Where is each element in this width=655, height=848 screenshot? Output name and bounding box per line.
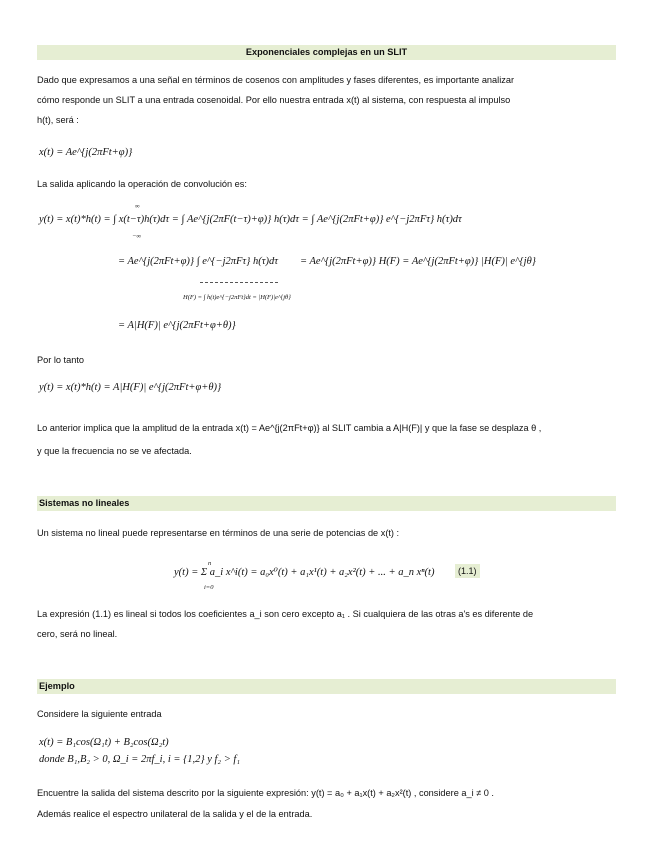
conclusion-line-1: Lo anterior implica que la amplitud de la entrada x(t) = Ae^{j(2πFt+φ)} al SLIT cambia a A|H(F)| y que la fase se desplaza θ ,	[37, 423, 542, 433]
power-series-equation: y(t) = Σ a_i x^i(t) = a₀x⁰(t) + a₁x¹(t) + a₂x²(t) + ... + a_n xⁿ(t)	[174, 567, 435, 578]
sum-upper-limit: n	[208, 560, 212, 567]
example-line-3: Además realice el espectro unilateral de la salida y el de la entrada.	[37, 809, 313, 819]
equation-number-tag: (1.1)	[455, 564, 480, 578]
example-line-2: Encuentre la salida del sistema descrito por la siguiente expresión: y(t) = a₀ + a₁x(t) + a₂x²(t) , considere a_i ≠ 0 .	[37, 788, 494, 798]
convolution-equation-2-right: = Ae^{j(2πFt+φ)} H(F) = Ae^{j(2πFt+φ)} |H(F)| e^{jθ}	[300, 256, 536, 267]
intro-line-2: cómo responde un SLIT a una entrada cosenoidal. Por ello nuestra entrada x(t) al sistema, con respuesta al impulso	[37, 95, 511, 105]
example-conditions: donde B₁,B₂ > 0, Ω_i = 2πf_i, i = {1,2} y f₂ > f₁	[39, 754, 240, 765]
section-title-nonlinear: Sistemas no lineales	[37, 496, 616, 511]
sum-lower-limit: i=0	[204, 584, 214, 591]
therefore-label: Por lo tanto	[37, 355, 84, 365]
result-equation: y(t) = x(t)*h(t) = A|H(F)| e^{j(2πFt+φ+θ)}	[39, 382, 222, 393]
convolution-equation-1: y(t) = x(t)*h(t) = ∫ x(t−τ)h(τ)dτ = ∫ Ae^{j(2πF(t−τ)+φ)} h(τ)dτ = ∫ Ae^{j(2πFt+φ)} e^{−j2πFτ} h(τ)dτ	[39, 214, 462, 225]
convolution-equation-2-left: = Ae^{j(2πFt+φ)} ∫ e^{−j2πFτ} h(τ)dτ	[118, 256, 279, 267]
example-line-1: Considere la siguiente entrada	[37, 709, 162, 719]
integral-lower-limit: −∞	[132, 233, 142, 240]
example-input-equation: x(t) = B₁cos(Ω₁t) + B₂cos(Ω₂t)	[39, 737, 169, 748]
input-equation: x(t) = Ae^{j(2πFt+φ)}	[39, 147, 133, 158]
intro-line-1: Dado que expresamos a una señal en términos de cosenos con amplitudes y fases diferentes, es importante analizar	[37, 75, 515, 85]
section-title-example: Ejemplo	[37, 679, 616, 694]
conclusion-line-2: y que la frecuencia no se ve afectada.	[37, 446, 192, 456]
nonlinear-line-3: cero, será no lineal.	[37, 629, 118, 639]
intro-line-3: h(t), será :	[37, 115, 79, 125]
underbrace	[200, 282, 278, 283]
section-title-complex-exponentials: Exponenciales complejas en un SLIT	[37, 45, 616, 60]
convolution-label: La salida aplicando la operación de convolución es:	[37, 179, 247, 189]
transfer-function-definition: H(F) = ∫ h(t)e^{−j2πFt}dt = |H(F)|e^{jθ}	[183, 294, 291, 301]
integral-upper-limit: ∞	[135, 203, 140, 210]
nonlinear-line-2: La expresión (1.1) es lineal si todos los coeficientes a_i son cero excepto a₁ . Si cualquiera de las otras a's es diferente de	[37, 609, 534, 619]
convolution-equation-3: = A|H(F)| e^{j(2πFt+φ+θ)}	[118, 320, 236, 331]
nonlinear-line-1: Un sistema no lineal puede representarse en términos de una serie de potencias de x(t) :	[37, 528, 400, 538]
